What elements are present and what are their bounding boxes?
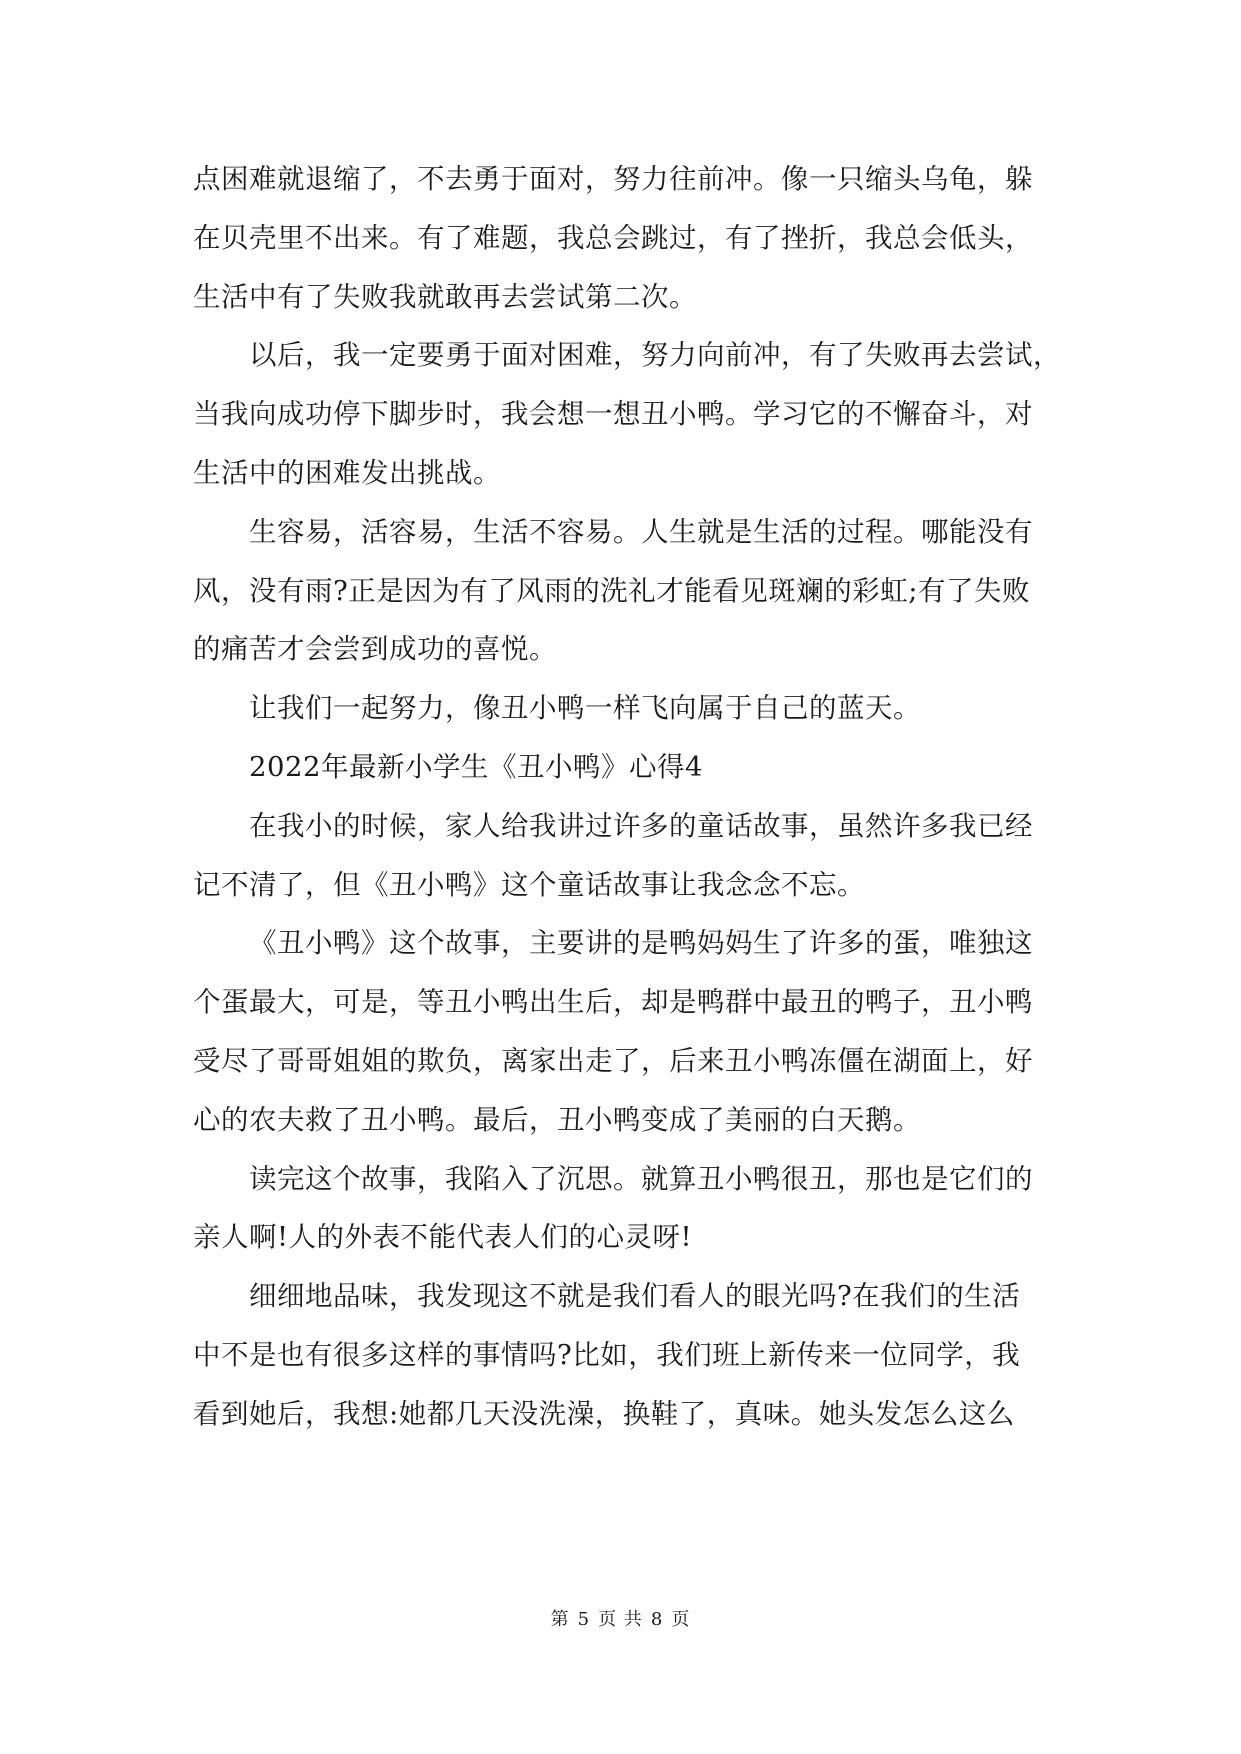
text-line: 受尽了哥哥姐姐的欺负，离家出走了，后来丑小鸭冻僵在湖面上，好: [193, 1044, 1033, 1077]
text-line: 在贝壳里不出来。有了难题，我总会跳过，有了挫折，我总会低头，: [193, 221, 1033, 254]
text-line: 风，没有雨?正是因为有了风雨的洗礼才能看见斑斓的彩虹;有了失败: [193, 574, 1031, 607]
page-footer: [0, 1608, 1241, 1632]
footer-middle: 页 共: [598, 1609, 643, 1630]
text-line: 当我向成功停下脚步时，我会想一想丑小鸭。学习它的不懈奋斗，对: [193, 398, 1033, 431]
text-line: 生活中有了失败我就敢再去尝试第二次。: [193, 280, 697, 313]
text-line: 点困难就退缩了，不去勇于面对，努力往前冲。像一只缩头乌龟，躲: [193, 163, 1033, 195]
text-line: 心的农夫救了丑小鸭。最后，丑小鸭变成了美丽的白天鹅。: [193, 1103, 921, 1136]
text-line: 生活中的困难发出挑战。: [193, 456, 501, 489]
section-heading: 2022年最新小学生《丑小鸭》心得4: [249, 750, 703, 783]
text-line: 细细地品味，我发现这不就是我们看人的眼光吗?在我们的生活: [249, 1280, 1021, 1313]
text-line: 读完这个故事，我陷入了沉思。就算丑小鸭很丑，那也是它们的: [249, 1162, 1033, 1195]
text-line: 个蛋最大，可是，等丑小鸭出生后，却是鸭群中最丑的鸭子，丑小鸭: [193, 986, 1033, 1019]
text-line: 生容易，活容易，生活不容易。人生就是生活的过程。哪能没有: [249, 515, 1033, 548]
footer-total-pages: 8: [650, 1609, 664, 1630]
text-line: 让我们一起努力，像丑小鸭一样飞向属于自己的蓝天。: [249, 692, 921, 725]
text-line: 中不是也有很多这样的事情吗?比如，我们班上新传来一位同学，我: [193, 1338, 1021, 1371]
footer-prefix: 第: [550, 1609, 570, 1630]
text-line: 《丑小鸭》这个故事，主要讲的是鸭妈妈生了许多的蛋，唯独这: [249, 927, 1033, 960]
text-line: 看到她后，我想:她都几天没洗澡，换鞋了，真味。她头发怎么这么: [193, 1397, 1015, 1430]
text-line: 在我小的时候，家人给我讲过许多的童话故事，虽然许多我已经: [249, 809, 1033, 842]
text-line: 记不清了，但《丑小鸭》这个童话故事让我念念不忘。: [193, 868, 865, 901]
text-line: 亲人啊!人的外表不能代表人们的心灵呀!: [193, 1221, 693, 1254]
text-line: 以后，我一定要勇于面对困难，努力向前冲，有了失败再去尝试，: [249, 339, 1061, 372]
footer-page-number: 5: [577, 1609, 591, 1630]
footer-suffix: 页: [671, 1609, 691, 1630]
document-body: [193, 150, 1061, 1444]
text-line: 的痛苦才会尝到成功的喜悦。: [193, 633, 557, 666]
